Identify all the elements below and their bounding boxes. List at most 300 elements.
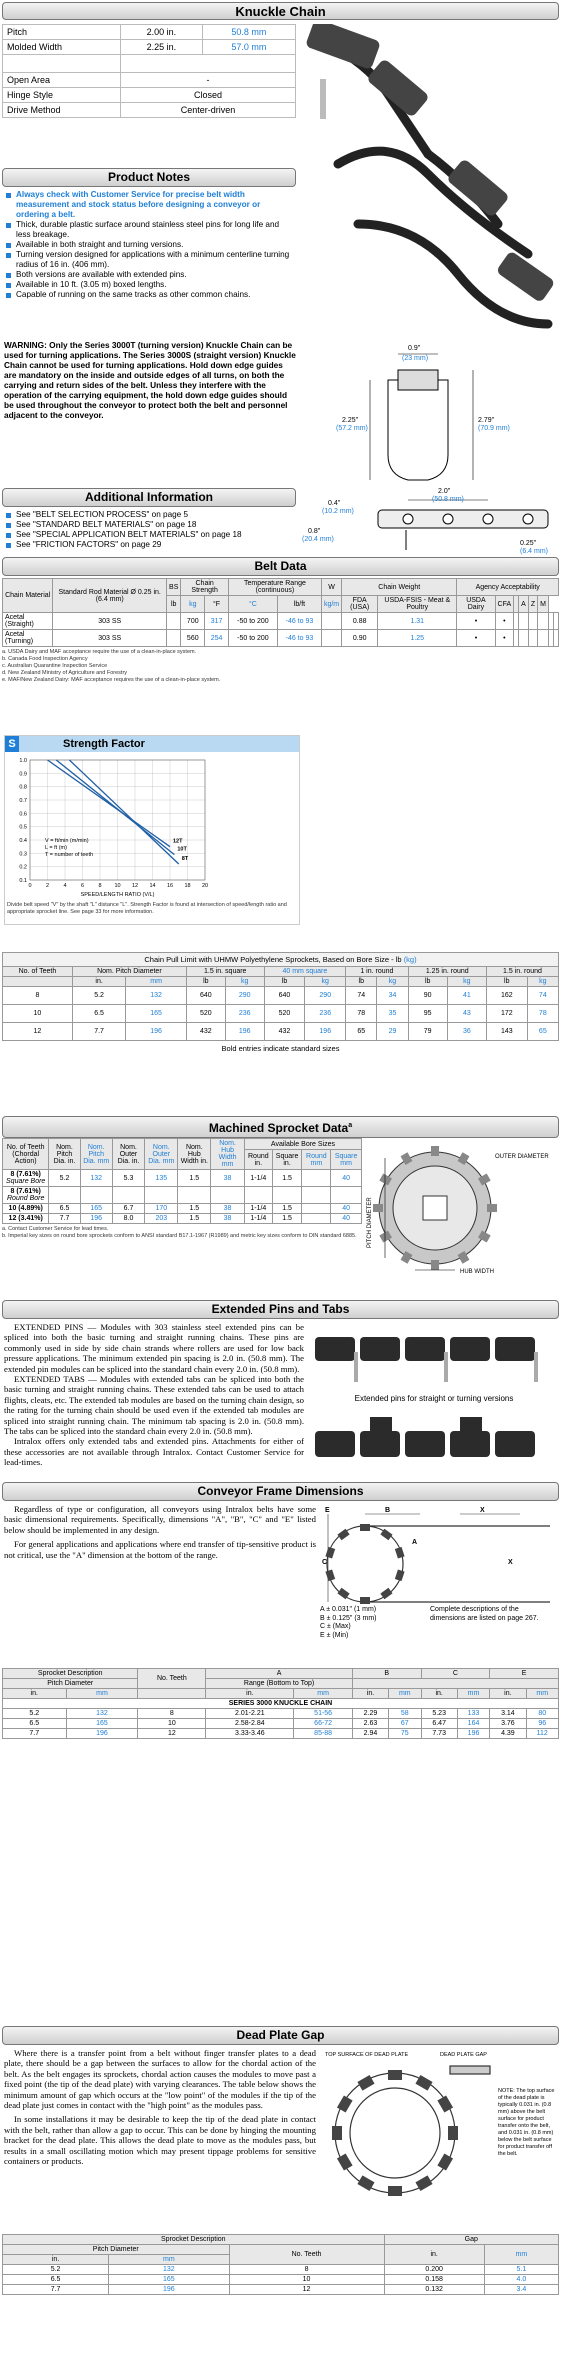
pull-limit-table (2, 966, 559, 1041)
belt-subheader: USDA Dairy (457, 596, 495, 613)
frame-series: SERIES 3000 KNUCKLE CHAIN (3, 1699, 559, 1709)
mach-cell: 1.5 (272, 1204, 302, 1214)
intralox-para: Intralox offers only extended tabs and extended pins. Attachments for either of these accessories are not available through Intralox. Contact Customer Service for lead-times. (4, 1436, 304, 1468)
frame-cell: 7.7 (3, 1729, 67, 1739)
gap-subheader: No. Teeth (229, 2245, 384, 2265)
frame-subheader: Pitch Diameter (3, 1679, 138, 1689)
dead-plate-text (4, 2048, 316, 2166)
frame-header: No. Teeth (138, 1669, 206, 1689)
frame-cell: 2.63 (352, 1719, 388, 1729)
x-tick-label: 14 (149, 883, 156, 889)
frame-unit: mm (457, 1689, 489, 1699)
dim-thick-mm: (6.4 mm) (520, 548, 548, 555)
belt-subheader: kg/m (321, 596, 341, 613)
pull-cell: 6.5 (72, 1005, 125, 1023)
mach-teeth-cell (3, 1170, 49, 1187)
pull-cell: 640 (186, 987, 225, 1005)
belt-subheader: M (538, 596, 549, 613)
spec-value (121, 55, 296, 73)
spec-row (3, 55, 296, 73)
dim-width-mm: (57.2 mm) (336, 425, 368, 432)
gap-cell: 7.7 (3, 2285, 109, 2295)
belt-subheader: USDA-FSIS - Meat & Poultry (378, 596, 457, 613)
belt-subheader: lb (167, 596, 181, 613)
mach-row (3, 1204, 362, 1214)
pull-cell: 196 (126, 1023, 187, 1041)
mach-cell (244, 1187, 272, 1204)
frame-unit: in. (352, 1689, 388, 1699)
frame-cell: 133 (457, 1709, 489, 1719)
dimension-diagram (298, 340, 560, 565)
belt-subheader: °F (205, 596, 229, 613)
belt-subheader: FDA (USA) (342, 596, 378, 613)
letter-c: C (322, 1559, 328, 1566)
strength-factor (4, 735, 300, 925)
pull-subheader: lb (186, 977, 225, 987)
dim-width: 2.25" (342, 417, 359, 424)
gap-unit: mm (109, 2255, 229, 2265)
belt-subheader: lb/ft (277, 596, 321, 613)
dead-plate-gap (0, 2026, 561, 2045)
frame-header: C (421, 1669, 490, 1679)
pull-row (3, 987, 559, 1005)
pull-subheader: mm (126, 977, 187, 987)
belt-footnote: b. Canada Food Inspection Agency (2, 656, 88, 662)
belt-cell (538, 630, 549, 647)
gap-header: Gap (384, 2235, 558, 2245)
pull-header: 1.5 in. square (186, 967, 264, 977)
product-note-item: Thick, durable plastic surface around stainless steel pins for long life and less breakage. (6, 220, 292, 240)
conveyor-frame-text (4, 1504, 316, 1560)
belt-cell (167, 613, 181, 630)
belt-footnote: a. USDA Dairy and MAF acceptance require the use of a clean-in-place system. (2, 649, 197, 655)
spec-value: - (121, 73, 296, 88)
chain-link (360, 1524, 370, 1531)
machined-table-wrap (2, 1138, 362, 1240)
gap-cell: 4.0 (484, 2275, 558, 2285)
belt-row (3, 613, 559, 630)
frame-header: E (490, 1669, 559, 1679)
mach-cell: 5.2 (49, 1170, 80, 1187)
pull-header: 1.25 in. round (408, 967, 486, 977)
gap-cell: 6.5 (3, 2275, 109, 2285)
frame-header: B (352, 1669, 421, 1679)
frame-table (2, 1668, 559, 1739)
mach-cell (211, 1187, 245, 1204)
mach-teeth: 8 (7.61%) (10, 1171, 41, 1178)
belt-header: Chain Weight (342, 579, 457, 596)
frame-unit: in. (490, 1689, 526, 1699)
mach-cell: 170 (145, 1204, 178, 1214)
frame-row (3, 1719, 559, 1729)
mach-cell (302, 1214, 331, 1224)
belt-cell: -46 to 93 (277, 630, 321, 647)
belt-subheader: kg (181, 596, 205, 613)
gap-cell: 196 (109, 2285, 229, 2295)
belt-cell: 317 (205, 613, 229, 630)
frame-cell: 2.01-2.21 (206, 1709, 294, 1719)
frame-unit: in. (3, 1689, 67, 1699)
frame-cell: 66-72 (294, 1719, 352, 1729)
mach-header: Nom. Hub Width mm (211, 1139, 245, 1170)
pull-cell: 290 (225, 987, 264, 1005)
belt-cell: • (457, 613, 495, 630)
frame-subheader: Range (Bottom to Top) (206, 1679, 353, 1689)
mach-header-row (3, 1139, 362, 1150)
mach-header: Nom. Outer Dia. in. (112, 1139, 144, 1170)
frame-cell: 85-88 (294, 1729, 352, 1739)
mach-cell (302, 1170, 331, 1187)
sprocket-tooth (373, 1204, 383, 1212)
gap-cell: 10 (229, 2275, 384, 2285)
gap-subheader: Pitch Diameter (3, 2245, 230, 2255)
extended-pins-para: EXTENDED PINS — Modules with 303 stainless steel extended pins can be spliced into both the basic turning and straight running chains. These pins are commonly used in side by side chain strands where rollers are used for low back pressure applications. The minimum extended pin spacing is 2.0 in. (50.8 mm). The extended pin modules can be spliced into the standard chain every 2.0 in. (50.8 mm). (4, 1322, 304, 1374)
dim-top: 0.4" (328, 500, 341, 507)
mach-subheader: Round mm (302, 1150, 331, 1170)
frame-unit: mm (389, 1689, 421, 1699)
frame-cell: 80 (526, 1709, 559, 1719)
frame-cell: 3.14 (490, 1709, 526, 1719)
dim-pitch-mm: (50.8 mm) (432, 496, 464, 503)
pull-header: Nom. Pitch Diameter (72, 967, 186, 977)
mach-cell: 132 (80, 1170, 112, 1187)
dead-plate-diagram (320, 2048, 558, 2216)
x-tick-label: 20 (201, 883, 209, 889)
gap-header: Sprocket Description (3, 2235, 385, 2245)
mach-cell: 1-1/4 (244, 1170, 272, 1187)
frame-subheader (352, 1679, 558, 1689)
mach-cell: 1.5 (272, 1214, 302, 1224)
extended-tabs-para: EXTENDED TABS — Modules with extended tabs can be spliced into both the basic turning and straight running chains. These extended tabs can be used to attach flights, cleats, etc. The extended tab modules are based on the turning chain design, so the rating for the turning chain should be used even if the extended tab modules are spliced into straight running chain. The minimum tab spacing is 2.0 in. (50.8 mm). The tabs can be spliced into the standard chain every 2.0 in. (50.8 mm). (4, 1374, 304, 1437)
dead-plate-note: NOTE: The top surface of the dead plate is typically 0.031 in. (0.8 mm) above the belt surface for product transfer onto the belt, and 0.031 in. (0.8 mm) below the belt surface for product transfer off the belt. (498, 2088, 555, 2157)
pull-cell: 65 (527, 1023, 558, 1041)
mach-cell (178, 1187, 211, 1204)
gap-cell: 0.132 (384, 2285, 484, 2295)
frame-cell: 5.23 (421, 1709, 457, 1719)
chain-link (325, 1547, 335, 1559)
belt-cell: 560 (181, 630, 205, 647)
spec-row (3, 88, 296, 103)
x-tick-label: 12 (131, 883, 139, 889)
spec-table (2, 24, 296, 118)
frame-subheader-row (3, 1679, 559, 1689)
belt-cell (321, 630, 341, 647)
pull-cell: 640 (264, 987, 305, 1005)
pull-cell: 43 (447, 1005, 486, 1023)
x-tick-label: 16 (166, 883, 174, 889)
additional-info-item: See "FRICTION FACTORS" on page 29 (6, 540, 292, 550)
strength-factor-note: Divide belt speed "V" by the shaft "L" distance "L". Strength Factor is found at intersection of speed/length ratio and appropriate sprocket line. See page 33 for more information. (7, 902, 287, 915)
mach-cell: 1-1/4 (244, 1204, 272, 1214)
gap-para-2: In some installations it may be desirable to keep the tip of the dead plate in contact with the belt, rather than allow a gap to occur. This can be done by hinging the mounting bracket for the dead plate. This allows the dead plate to move as the modules pass, but results in a small oscillating motion which may present tippage problems for sensitive containers or products. (4, 2114, 316, 2167)
gap-cell: 0.158 (384, 2275, 484, 2285)
pull-row (3, 1005, 559, 1023)
pull-cell: 74 (346, 987, 377, 1005)
frame-cell: 7.73 (421, 1729, 457, 1739)
pull-cell: 5.2 (72, 987, 125, 1005)
frame-cell: 8 (138, 1709, 206, 1719)
mach-cell: 40 (331, 1214, 362, 1224)
chain-link (332, 2126, 342, 2140)
mach-cell: 1-1/4 (244, 1214, 272, 1224)
mach-cell (302, 1204, 331, 1214)
product-notes-title: Product Notes (2, 168, 296, 187)
additional-info-item: See "STANDARD BELT MATERIALS" on page 18 (6, 520, 292, 530)
additional-info-item: See "SPECIAL APPLICATION BELT MATERIALS" on page 18 (6, 530, 292, 540)
mach-row (3, 1187, 362, 1204)
chain-link (325, 1569, 335, 1581)
frame-para-1: Regardless of type or configuration, all conveyors using Intralox belts have some basic dimensional requirements. Specifically, dimensions "A", "B", "C" and "E" listed below should be implemented in any design. (4, 1504, 316, 1535)
pull-limit (0, 952, 561, 1056)
pull-subheader: kg (305, 977, 346, 987)
frame-cell: 3.33-3.46 (206, 1729, 294, 1739)
belt-cell: • (495, 613, 514, 630)
belt-data (0, 557, 561, 684)
dim-pitch: 2.0" (438, 488, 451, 495)
pull-subheader: lb (408, 977, 447, 987)
series-line (48, 760, 171, 847)
pull-cell: 78 (346, 1005, 377, 1023)
mach-cell: 38 (211, 1170, 245, 1187)
belt-data-table (2, 578, 559, 647)
mach-footnote: a. Contact Customer Service for lead times. (2, 1226, 109, 1232)
belt-subheader: °C (228, 596, 277, 613)
dim-base: 0.8" (308, 528, 321, 535)
belt-cell (553, 630, 558, 647)
spec-label: Hinge Style (3, 88, 121, 103)
frame-cell: 196 (457, 1729, 489, 1739)
frame-unit: in. (206, 1689, 294, 1699)
frame-cell: 112 (526, 1729, 559, 1739)
page-title: Knuckle Chain (2, 2, 559, 20)
chain-link (448, 2126, 458, 2140)
gap-cell: 0.200 (384, 2265, 484, 2275)
mach-cell: 1.5 (178, 1204, 211, 1214)
chain-link (388, 2070, 402, 2080)
pull-subheader: kg (527, 977, 558, 987)
gap-row (3, 2275, 559, 2285)
pull-limit-footer: Bold entries indicate standard sizes (221, 1044, 340, 1053)
strength-factor-chart (5, 752, 301, 902)
pull-cell: 36 (447, 1023, 486, 1041)
frame-unit: mm (66, 1689, 138, 1699)
mach-teeth-cell (3, 1187, 49, 1204)
frame-cell: 12 (138, 1729, 206, 1739)
mach-cell: 38 (211, 1204, 245, 1214)
series-label: 8T (181, 856, 189, 862)
mach-teeth: 12 (3.41%) (8, 1215, 43, 1222)
pull-cell: 132 (126, 987, 187, 1005)
mach-header: No. of Teeth (Chordal Action) (3, 1139, 49, 1170)
pull-cell: 12 (3, 1023, 73, 1041)
extended-pictures (310, 1322, 558, 1492)
product-note-item: Always check with Customer Service for precise belt width measurement and stock status before designing a conveyor or ordering a belt. (6, 190, 292, 220)
series-label: 10T (177, 846, 187, 853)
chain-link (395, 1569, 405, 1581)
frame-cell: 2.94 (352, 1729, 388, 1739)
frame-unit: mm (526, 1689, 559, 1699)
x-tick-label: 2 (45, 883, 50, 889)
letter-b: B (385, 1507, 391, 1514)
mach-cell: 7.7 (49, 1214, 80, 1224)
belt-cell: Acetal (Straight) (3, 613, 53, 630)
gap-cell: 8 (229, 2265, 384, 2275)
belt-cell (553, 613, 558, 630)
belt-cell: 303 SS (53, 630, 167, 647)
sprocket-tooth (431, 1146, 439, 1156)
belt-cell: 700 (181, 613, 205, 630)
mach-bore-type: Round Bore (7, 1195, 45, 1202)
mach-subheader: Square in. (272, 1150, 302, 1170)
outer-diameter-label: OUTER DIAMETER (495, 1154, 549, 1160)
pull-cell: 65 (346, 1023, 377, 1041)
chain-photo (298, 24, 560, 339)
strength-factor-header (5, 736, 299, 752)
pull-cell: 8 (3, 987, 73, 1005)
frame-cell: 6.5 (3, 1719, 67, 1729)
belt-header: W (321, 579, 341, 596)
frame-para-2: For general applications and applications where end transfer of tip-sensitive product is not critical, use the "A" dimension at the bottom of the range. (4, 1539, 316, 1560)
title-bar (0, 0, 561, 22)
spec-value-in: 2.25 in. (121, 40, 203, 55)
pins-caption: Extended pins for straight or turning versions (354, 1394, 514, 1403)
frame-complete: Complete descriptions of the dimensions are listed on page 267. (430, 1606, 539, 1622)
frame-cell: 2.29 (352, 1709, 388, 1719)
pull-subheader: lb (486, 977, 527, 987)
pull-cell: 172 (486, 1005, 527, 1023)
letter-e: E (325, 1507, 330, 1514)
frame-table-wrap (2, 1668, 559, 1739)
belt-subheader: A (519, 596, 529, 613)
mach-cell: 1.5 (272, 1170, 302, 1187)
belt-cell: Acetal (Turning) (3, 630, 53, 647)
machined-table (2, 1138, 362, 1224)
mach-cell: 135 (145, 1170, 178, 1187)
frame-row (3, 1729, 559, 1739)
frame-unit: mm (294, 1689, 352, 1699)
spec-value-in: 2.00 in. (121, 25, 203, 40)
mach-bore-type: Square Bore (6, 1178, 46, 1185)
x-tick-label: 0 (28, 883, 32, 889)
gap-cell: 5.2 (3, 2265, 109, 2275)
pull-header: No. of Teeth (3, 967, 73, 977)
pull-row (3, 1023, 559, 1041)
frame-cell: 164 (457, 1719, 489, 1729)
product-note-item: Both versions are available with extended pins. (6, 270, 292, 280)
conveyor-frame (0, 1482, 561, 1501)
letter-x-1: X (480, 1507, 485, 1514)
pull-cell: 196 (305, 1023, 346, 1041)
pull-header: 1 in. round (346, 967, 408, 977)
belt-subheader: CFA (495, 596, 514, 613)
dim-top-mm: (10.2 mm) (322, 508, 354, 515)
mach-cell (272, 1187, 302, 1204)
belt-cell: -50 to 200 (228, 630, 277, 647)
belt-cell (528, 630, 537, 647)
y-tick-label: 0.9 (19, 771, 27, 778)
spec-label: Molded Width (3, 40, 121, 55)
gap-cell: 3.4 (484, 2285, 558, 2295)
belt-header: Temperature Range (continuous) (228, 579, 321, 596)
additional-info (2, 488, 296, 553)
spec-value-mm: 50.8 mm (202, 25, 295, 40)
pitch-diameter-label: PITCH DIAMETER (367, 1197, 373, 1248)
pull-subheader: lb (346, 977, 377, 987)
mach-cell (112, 1187, 144, 1204)
belt-header: Standard Rod Material Ø 0.25 in. (6.4 mm) (53, 579, 167, 613)
pull-cell: 35 (377, 1005, 408, 1023)
mach-cell: 8.0 (112, 1214, 144, 1224)
mach-cell: 6.5 (49, 1204, 80, 1214)
belt-header: Chain Material (3, 579, 53, 613)
gap-cell: 12 (229, 2285, 384, 2295)
spec-label: Pitch (3, 25, 121, 40)
product-note-item: Available in 10 ft. (3.05 m) boxed lengths. (6, 280, 292, 290)
frame-diagram (320, 1504, 558, 1654)
belt-cell: • (457, 630, 495, 647)
chain-link (360, 1597, 370, 1604)
frame-cell: 196 (66, 1729, 138, 1739)
belt-row (3, 630, 559, 647)
belt-data-footnotes (2, 649, 559, 684)
mach-cell: 40 (331, 1204, 362, 1214)
pull-limit-title: Chain Pull Limit with UHMW Polyethylene Sprockets, Based on Bore Size - lb (kg) (2, 952, 559, 966)
extended-pins (0, 1300, 561, 1319)
product-notes (2, 168, 296, 303)
frame-cell: 51-56 (294, 1709, 352, 1719)
frame-header-row (3, 1669, 559, 1679)
mach-teeth: 10 (4.89%) (8, 1205, 43, 1212)
spec-value: Closed (121, 88, 296, 103)
frame-cell: 3.76 (490, 1719, 526, 1729)
dim-base-mm: (20.4 mm) (302, 536, 334, 543)
pull-cell: 78 (527, 1005, 558, 1023)
frame-cell: 67 (389, 1719, 421, 1729)
pull-cell: 432 (264, 1023, 305, 1041)
spec-label: Open Area (3, 73, 121, 88)
hub-width-label: HUB WIDTH (460, 1269, 494, 1275)
gap-cell: 5.1 (484, 2265, 558, 2275)
extended-pins-text (4, 1322, 304, 1468)
machined-title: Machined Sprocket Data$^a$ (2, 1116, 559, 1138)
dim-height: 2.79" (478, 417, 495, 424)
frame-cell: 10 (138, 1719, 206, 1729)
machined-sprocket (0, 1116, 561, 1138)
frame-cell: 165 (66, 1719, 138, 1729)
additional-info-item: See "BELT SELECTION PROCESS" on page 5 (6, 510, 292, 520)
pull-cell: 162 (486, 987, 527, 1005)
gap-cell: 165 (109, 2275, 229, 2285)
letter-a: A (412, 1539, 418, 1546)
belt-footnote: c. Australian Quarantine Inspection Service (2, 663, 108, 669)
conveyor-frame-title: Conveyor Frame Dimensions (2, 1482, 559, 1501)
belt-cell: • (495, 630, 514, 647)
frame-header: Sprocket Description (3, 1669, 138, 1679)
belt-cell: 0.88 (342, 613, 378, 630)
belt-header: Chain Strength (181, 579, 229, 596)
mach-cell (145, 1187, 178, 1204)
product-note-item: Available in both straight and turning versions. (6, 240, 292, 250)
belt-cell: -46 to 93 (277, 613, 321, 630)
frame-row (3, 1709, 559, 1719)
dim-pin: 0.9" (408, 345, 421, 352)
additional-info-title: Additional Information (2, 488, 296, 507)
dim-pin-mm: (23 mm) (402, 355, 429, 362)
frame-cell: 4.39 (490, 1729, 526, 1739)
x-tick-label: 4 (63, 883, 67, 889)
y-tick-label: 0.4 (19, 838, 27, 844)
y-tick-label: 0.5 (19, 824, 27, 831)
